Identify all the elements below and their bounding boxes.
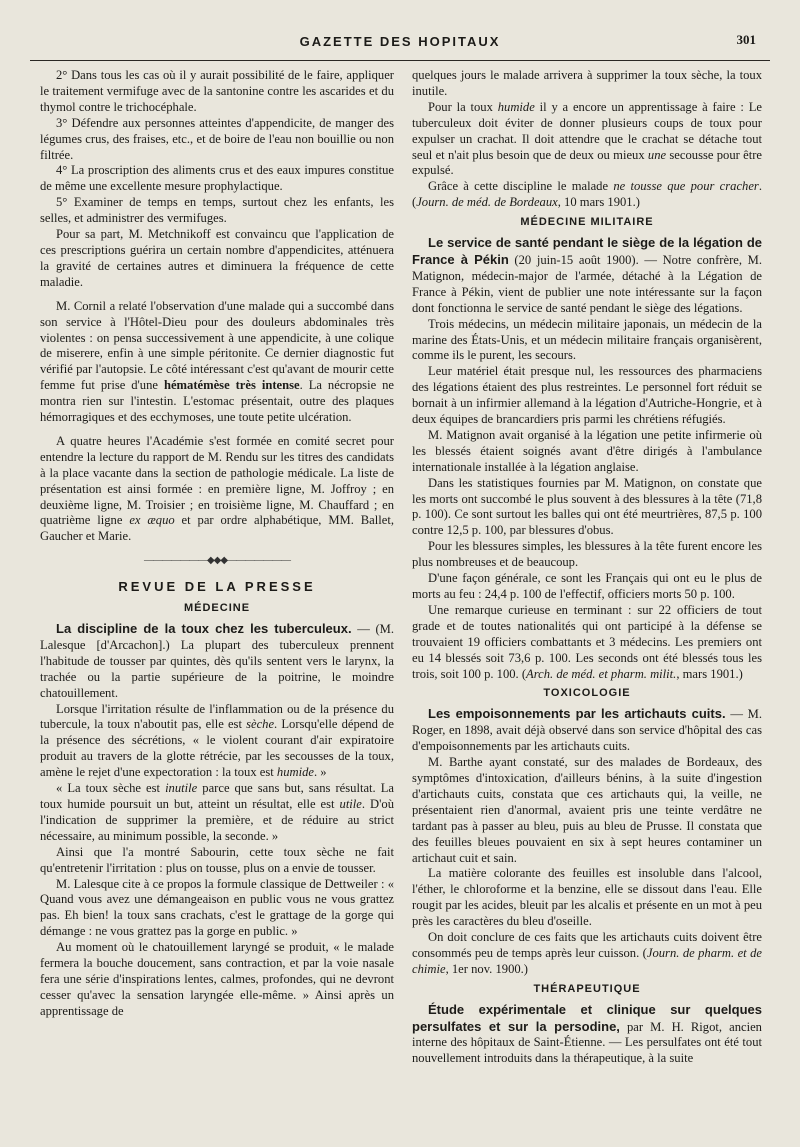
article-lead: Le service de santé pendant le siège de la légation de France à Pékin (20 juin-15 août 1900). — Notre confrère, M. Matignon, médecin-major de l'armée, détaché à la Légation de France à Pékin, vient de publier une note intéressante sur la façon dont fonctionna le service de santé pendant le siège des légations. [412, 235, 762, 315]
paragraph: 4° La proscription des aliments crus et des eaux impures constitue de même une excellente mesure prophylactique. [40, 163, 394, 194]
paragraph: D'une façon générale, ce sont les Français qui ont eu le plus de morts au feu : 24,4 p. 100 de l'effectif, officiers morts 50 p. 100. [412, 571, 762, 601]
article-lead: La discipline de la toux chez les tuberculeux. — (M. Lalesque [d'Arcachon].) La plupart des tuberculeux prennent l'habitude de tousser par quintes, dès qu'ils sentent vers le larynx, la trachée ou la partie supérieure de la poitrine, le moindre chatouillement. [40, 621, 394, 700]
section-title: REVUE DE LA PRESSE [118, 579, 316, 595]
subheading: MÉDECINE MILITAIRE [520, 216, 654, 229]
paragraph: Pour les blessures simples, les blessures à la tête furent encore les plus nombreuses et de beaucoup. [412, 539, 762, 570]
page-number: 301 [736, 32, 756, 47]
paragraph: Au moment où le chatouillement laryngé se produit, « le malade fermera la bouche doucement, sans contraction, et par la voie nasale fera une série d'inspirations lentes, calmes, profondes, qui ne devront cesser qu'avec la sensation laryngée elle-même. » Ainsi après un apprentissage de [40, 940, 394, 1018]
left-column [40, 68, 394, 1020]
subheading: MÉDECINE [183, 602, 251, 615]
right-column [412, 68, 762, 1067]
paragraph: Ainsi que l'a montré Sabourin, cette toux sèche ne fait qu'entretenir l'irritation : plus on tousse, plus on a envie de tousser. [40, 844, 394, 875]
paragraph: A quatre heures l'Académie s'est formée en comité secret pour entendre la lecture du rapport de M. Rendu sur les titres des candidats à la place vacante dans la section de pathologie médicale. La liste de présentation est ainsi formée : en première ligne, M. Joffroy ; en deuxième ligne, M. Troisier ; en troisième ligne, M. Chauffard ; en quatrième ligne ex æquo et par ordre alphabétique, MM. Ballet, Gaucher et Marie. [40, 433, 394, 544]
paragraph: « La toux sèche est inutile parce que sans but, sans résultat. La toux humide poursuit un but, atteint un résultat, elle est utile. D'où l'indication de supprimer la première, et de réduire au strict nécessaire, au minimum possible, la seconde. » [40, 781, 394, 843]
paragraph: M. Lalesque cite à ce propos la formule classique de Dettweiler : « Quand vous avez une démangeaison en public vous ne vous grattez pas. Eh bien! la toux sans crachats, c'est le grattage de la gorge qui démange : ne vous grattez pas la gorge en public. » [40, 876, 394, 939]
paragraph: Leur matériel était presque nul, les ressources des pharmaciens des légations étaient des plus restreintes. Le personnel fort réduit se bornait à un infirmier allemand à la légation d'Autriche-Hongrie, et à deux équipes de brancardiers pris parmi les chrétiens réfugiés. [412, 364, 762, 427]
paragraph: quelques jours le malade arrivera à supprimer la toux sèche, la toux inutile. [412, 68, 762, 98]
paragraph: M. Matignon avait organisé à la légation une petite infirmerie où les blessés étaient soignés avant d'être dirigés à l'ambulance internationale installée à la légation anglaise. [412, 427, 762, 474]
article-lead: Les empoisonnements par les artichauts cuits. — M. Roger, en 1898, avait déjà observé dans son service d'hôpital des cas d'empoisonnements par les artichauts cuits. [412, 706, 762, 754]
paragraph: Grâce à cette discipline le malade ne tousse que pour cracher. (Journ. de méd. de Bordeaux, 10 mars 1901.) [412, 179, 762, 210]
paragraph: Lorsque l'irritation résulte de l'inflammation ou de la présence du tubercule, la toux n'aboutit pas, elle est sèche. Lorsqu'elle dépend de la présence des sécrétions, « le violent courant d'air expiratoire produit au travers de la glotte rétrécie, par les secousses de la toux, amène le rejet d'une expectoration : la toux est humide. » [40, 701, 394, 780]
ornamental-divider: ———————◆◆◆——————— [143, 555, 291, 567]
journal-title: GAZETTE DES HOPITAUX [299, 34, 501, 49]
paragraph: 2° Dans tous les cas où il y aurait possibilité de le faire, appliquer le traitement vermifuge avec de la santonine contre les ascarides et du thymol contre le trichocéphale. [40, 68, 394, 114]
paragraph: 3° Défendre aux personnes atteintes d'appendicite, de manger des légumes crus, des fraises, etc., et de boire de l'eau non bouillie ou non filtrée. [40, 115, 394, 162]
page-header [30, 26, 770, 61]
paragraph: On doit conclure de ces faits que les artichauts cuits doivent être consommés peu de temps après leur cuisson. (Journ. de pharm. et de chimie, 1er nov. 1900.) [412, 930, 762, 976]
paragraph: M. Cornil a relaté l'observation d'une malade qui a succombé dans son service à l'Hôtel-Dieu pour des douleurs abdominales très violentes : on pensa successivement à une appendicite, à une colique de miserere, enfin à une simple péritonite. Ce dernier diagnostic fut vérifié par l'autopsie. Le côté intéressant c'est qu'avant de mourir cette femme fut prise d'une hématémèse très intense. La nécropsie ne montra rien sur l'intestin. L'estomac présentait, outre des plaques hémorragiques et des ecchymoses, une toute petite ulcération. [40, 298, 394, 425]
paragraph: Pour la toux humide il y a encore un apprentissage à faire : Le tuberculeux doit éviter de donner plusieurs coups de toux pour expulser un crachat. Il doit attendre que le crachat se détache tout seul et n'ait plus besoin que de deux ou mieux une secousse pour être expulsé. [412, 99, 763, 178]
article-lead: Étude expérimentale et clinique sur quelques persulfates et sur la persodine, par M. H. Rigot, ancien interne des hôpitaux de Saint-Étienne. — Les persulfates ont été tout nouvellement introduits dans la thérapeutique, à la suite [412, 1001, 762, 1066]
paragraph: M. Barthe ayant constaté, sur des malades de Bordeaux, des symptômes d'intoxication, d'ailleurs bénins, à la suite d'ingestion d'artichauts cuits, constata que ces artichauts qui, la veille, ne présentaient rien d'anormal, avaient pris une teinte verdâtre ne tardant pas à passer au bleu, puis au bleu de Prusse. Il constata que des feuilles bleues pouvaient en six à sept heures contaminer un artichaut cuit et sain. [412, 755, 762, 865]
paragraph: Trois médecins, un médecin militaire japonais, un médecin de la marine des États-Unis, et un médecin militaire français organisèrent, comme ils le purent, les secours. [412, 316, 762, 363]
subheading: TOXICOLOGIE [543, 687, 631, 700]
paragraph: Pour sa part, M. Metchnikoff est convaincu que l'application de ces prescriptions guérira un certain nombre d'appendicites, atténuera la gravité de certaines autres et diminuera la fréquence de cette maladie. [40, 227, 394, 289]
paragraph: Dans les statistiques fournies par M. Matignon, on constate que les morts ont succombé le plus souvent à des blessures à la tête (71,8 p. 100). Ce sont surtout les balles qui ont été meurtrières, 87,5 p. 100 contre 12,5 p. 100, par blessures d'obus. [412, 475, 762, 538]
paragraph: La matière colorante des feuilles est insoluble dans l'alcool, l'éther, le chloroforme et la benzine, elle se dissout dans l'eau. Elle rougit par les acides, bleuit par les alcalis et présente en un mot à peu près les caractères du bleu d'oseille. [412, 866, 762, 929]
paragraph: Une remarque curieuse en terminant : sur 22 officiers de tout grade et de toutes nationalités qui ont participé à la défense se trouvaient 19 officiers combattants et 3 médecins. Les premiers ont eu 14 blessés soit 73,6 p. 100. Les seconds ont été blessés tous les trois, soit 100 p. 100. (Arch. de méd. et pharm. milit., mars 1901.) [412, 602, 762, 681]
paragraph: 5° Examiner de temps en temps, surtout chez les enfants, les selles, et administrer des vermifuges. [40, 195, 394, 226]
subheading: THÉRAPEUTIQUE [533, 982, 641, 995]
